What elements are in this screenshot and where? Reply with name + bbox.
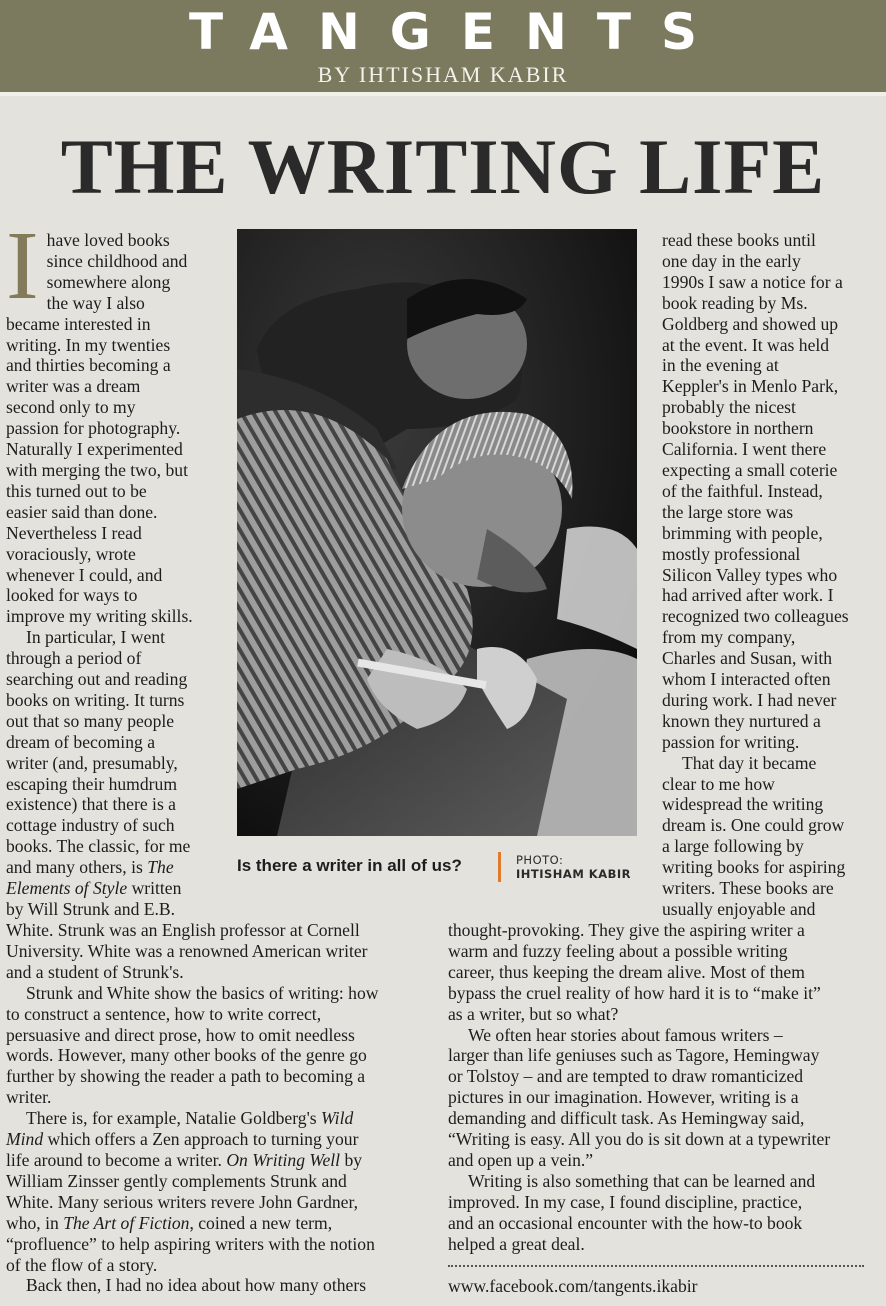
text-line: searching out and reading	[6, 669, 188, 690]
text-line: books. The classic, for me	[6, 836, 191, 857]
dotted-divider	[448, 1265, 864, 1267]
text-line: known they nurtured a	[662, 710, 821, 731]
text-line: or Tolstoy – and are tempted to draw romanticized	[448, 1066, 804, 1087]
text-line: second only to my	[6, 397, 136, 418]
photo-caption: Is there a writer in all of us?	[237, 856, 462, 875]
text-line: bookstore in northern	[662, 418, 814, 439]
text-line: clear to me how	[662, 773, 775, 794]
text-line: usually enjoyable and	[662, 899, 816, 919]
text-line: thought-provoking. They give the aspiring writer a	[448, 920, 805, 940]
text-line: with merging the two, but	[6, 459, 188, 480]
credit-divider	[498, 852, 501, 882]
text-line: dream of becoming a	[6, 731, 155, 752]
text-line: book reading by Ms.	[662, 292, 808, 313]
text-line: persuasive and direct prose, how to omit needless	[6, 1024, 355, 1045]
text-line: escaping their humdrum	[6, 773, 178, 794]
text-line: had arrived after work. I	[662, 585, 834, 606]
paragraph-famous-writers	[448, 1025, 884, 1171]
text-line: Naturally I experimented	[6, 439, 183, 460]
text-line: Charles and Susan, with	[662, 648, 833, 669]
facebook-link[interactable]: www.facebook.com/tangents.ikabir	[448, 1276, 698, 1296]
text-line: writer (and, presumably,	[6, 752, 178, 773]
paragraph-1	[6, 212, 230, 627]
text-line: writing. In my twenties	[6, 334, 171, 355]
text-line: writing books for aspiring	[662, 857, 846, 878]
photo-credit-name: IHTISHAM KABIR	[516, 867, 631, 881]
text-line: one day in the early	[662, 250, 801, 271]
text-line: Writing is also something that can be learned and	[468, 1170, 816, 1191]
text-line: whom I interacted often	[662, 669, 831, 690]
text-line: books on writing. It turns	[6, 689, 185, 710]
text-line: warm and fuzzy feeling about a possible writing	[448, 940, 788, 961]
text-line: the large store was	[662, 501, 794, 522]
text-line: in the evening at	[662, 355, 779, 376]
paragraph-2-line: Elements of Style written	[6, 878, 182, 899]
text-line: “Writing is easy. All you do is sit down at a typewriter	[448, 1129, 831, 1150]
text-line: dream is. One could grow	[662, 815, 845, 836]
article-photo	[237, 229, 637, 836]
text-line: Silicon Valley types who	[662, 564, 838, 585]
text-line: looked for ways to	[6, 585, 138, 606]
text-line: widespread the writing	[662, 794, 824, 815]
text-line: writers. These books are	[662, 878, 834, 899]
text-line: somewhere along	[46, 271, 171, 292]
article-headline: THE WRITING LIFE	[60, 123, 826, 210]
text-line: writer.	[6, 1087, 52, 1108]
text-line: Keppler's in Menlo Park,	[662, 376, 839, 397]
text-line: the way I also	[46, 292, 145, 313]
photo-credit	[516, 853, 631, 881]
column-title: TANGENTS	[189, 3, 727, 61]
text-line: voraciously, wrote	[6, 543, 136, 564]
text-line: a large following by	[662, 836, 804, 857]
text-line: and an occasional encounter with the how-to book	[448, 1212, 803, 1233]
text-line: since childhood and	[46, 250, 188, 271]
text-line: Goldberg and showed up	[662, 313, 839, 334]
paragraph-back-then: Back then, I had no idea about how many others	[26, 1275, 367, 1296]
text-line: whenever I could, and	[6, 564, 163, 585]
text-line: easier said than done.	[6, 501, 158, 522]
text-line: words. However, many other books of the genre go	[6, 1045, 367, 1066]
text-line: cottage industry of such	[6, 815, 175, 836]
text-line: 1990s I saw a notice for a	[662, 271, 843, 292]
text-line: further by showing the reader a path to becoming a	[6, 1066, 366, 1087]
paragraph-thought-provoking	[448, 920, 884, 1025]
text-line: In particular, I went	[26, 627, 166, 648]
byline: BY IHTISHAM KABIR	[317, 62, 569, 87]
text-line: We often hear stories about famous writers –	[468, 1024, 783, 1045]
paragraph-goldberg: There is, for example, Natalie Goldberg's Wild Mind which offers a Zen approach to turning your life around to become a writer. On Writing Well by William Zinsser gently complements Strunk and White. Many serious writers revere John Gardner, who, in The Art of Fiction, coined a new term, “profluence” to help aspiring writers with the notion of the flow of a story.	[6, 1108, 375, 1275]
article-bottom-right	[448, 920, 884, 1255]
paragraph-2-line: by Will Strunk and E.B.	[6, 899, 176, 919]
text-line: improve my writing skills.	[6, 606, 193, 627]
text-line: and a student of Strunk's.	[6, 961, 184, 982]
paragraph-continued	[662, 230, 884, 753]
text-line: passion for photography.	[6, 418, 181, 439]
paragraph-2-line: and many others, is The	[6, 857, 174, 878]
text-line: White. Strunk was an English professor at Cornell	[6, 920, 360, 940]
text-line: bypass the cruel reality of how hard it is to “make it”	[448, 982, 821, 1003]
text-line: out that so many people	[6, 710, 175, 731]
text-line: University. White was a renowned American writer	[6, 940, 368, 961]
article-column-1	[6, 212, 230, 920]
text-line: during work. I had never	[662, 689, 837, 710]
text-line: That day it became	[682, 752, 817, 773]
text-line: existence) that there is a	[6, 794, 176, 815]
text-line: through a period of	[6, 648, 142, 669]
text-line: from my company,	[662, 627, 796, 648]
article-bottom-left	[6, 920, 436, 1296]
text-line: as a writer, but so what?	[448, 1003, 619, 1024]
text-line: and thirties becoming a	[6, 355, 171, 376]
paragraph-learned	[448, 1171, 884, 1255]
text-line: to construct a sentence, how to write correct,	[6, 1003, 322, 1024]
text-line: career, thus keeping the dream alive. Most of them	[448, 961, 805, 982]
text-line: recognized two colleagues	[662, 606, 849, 627]
text-line: mostly professional	[662, 543, 801, 564]
text-line: California. I went there	[662, 439, 827, 460]
text-line: became interested in	[6, 313, 151, 334]
paragraph-strunk-white	[6, 983, 436, 1108]
text-line: helped a great deal.	[448, 1233, 585, 1254]
photo-credit-label: PHOTO:	[516, 853, 564, 867]
text-line: have loved books	[46, 230, 170, 250]
text-line: passion for writing.	[662, 731, 800, 752]
text-line: probably the nicest	[662, 397, 796, 418]
text-line: brimming with people,	[662, 522, 823, 543]
text-line: Nevertheless I read	[6, 522, 142, 543]
text-line: Strunk and White show the basics of writing: how	[26, 982, 379, 1003]
article-column-3	[662, 230, 884, 920]
paragraph-continued-2	[662, 753, 884, 920]
text-line: writer was a dream	[6, 376, 141, 397]
text-line: read these books until	[662, 230, 816, 250]
text-line: of the faithful. Instead,	[662, 480, 823, 501]
text-line: demanding and difficult task. As Hemingway said,	[448, 1108, 805, 1129]
text-line: expecting a small coterie	[662, 459, 838, 480]
drop-cap: I	[6, 212, 39, 320]
paragraph-2	[6, 627, 230, 857]
photo-illustration	[237, 229, 637, 836]
text-line: improved. In my case, I found discipline, practice,	[448, 1191, 803, 1212]
text-line: this turned out to be	[6, 480, 147, 501]
text-line: larger than life geniuses such as Tagore, Hemingway	[448, 1045, 820, 1066]
masthead-banner	[0, 0, 886, 96]
text-line: at the event. It was held	[662, 334, 830, 355]
text-line: and open up a vein.”	[448, 1149, 594, 1170]
text-line: pictures in our imagination. However, writing is a	[448, 1087, 799, 1108]
